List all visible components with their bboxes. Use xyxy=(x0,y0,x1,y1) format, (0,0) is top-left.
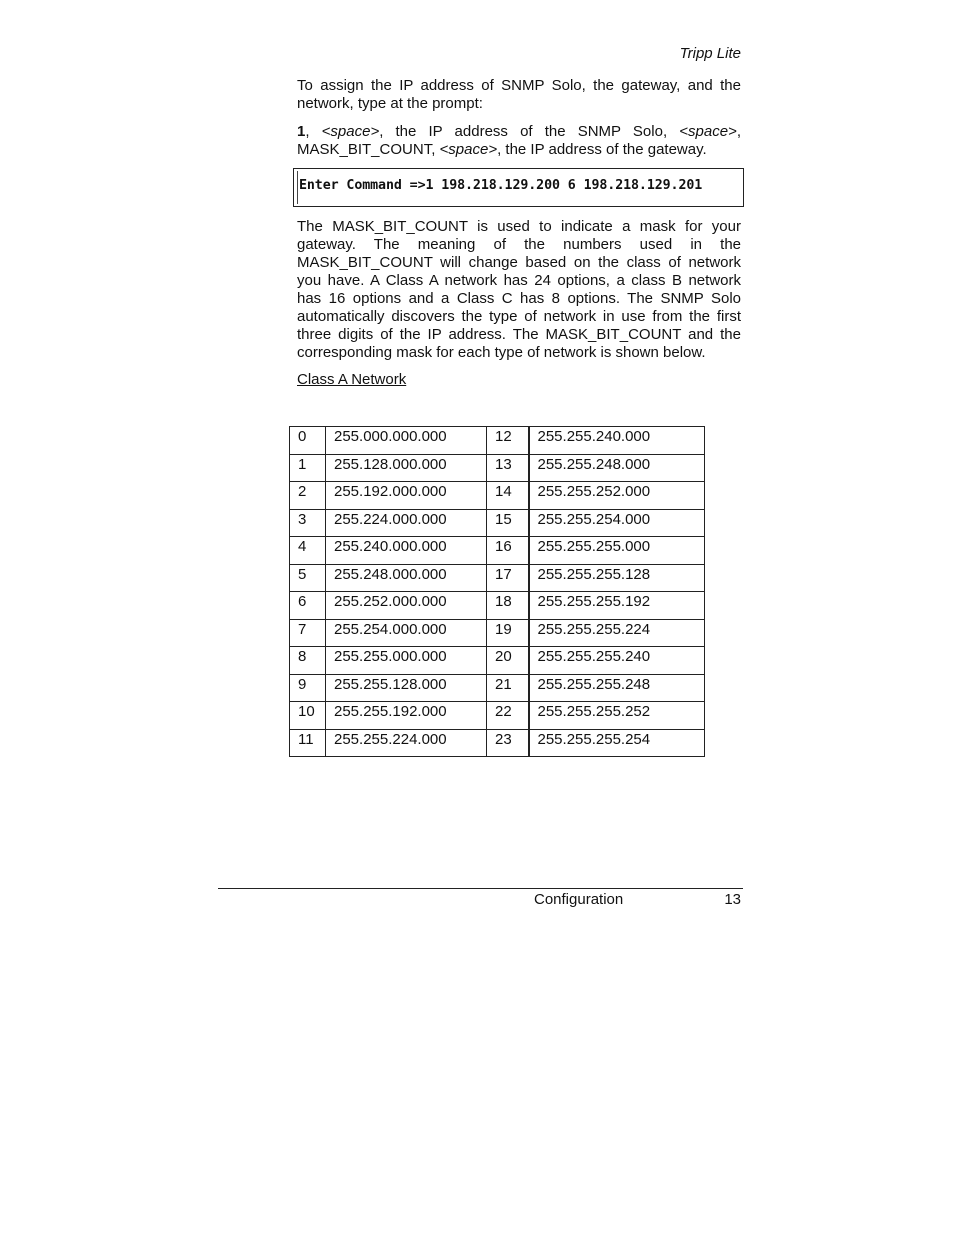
subnet-mask-cell: 255.255.240.000 xyxy=(529,427,705,455)
subnet-mask-cell: 255.255.255.192 xyxy=(529,592,705,620)
subnet-mask-cell: 255.255.255.248 xyxy=(529,674,705,702)
table-row xyxy=(290,702,705,730)
mask-bit-count-cell: 19 xyxy=(487,619,529,647)
mask-bit-count-cell: 10 xyxy=(290,702,326,730)
table-row xyxy=(290,482,705,510)
mask-bit-count-cell: 3 xyxy=(290,509,326,537)
subnet-mask-cell: 255.255.255.252 xyxy=(529,702,705,730)
syntax-command-number: 1 xyxy=(297,123,306,140)
subnet-mask-cell: 255.000.000.000 xyxy=(326,427,487,455)
mask-bit-count-cell: 17 xyxy=(487,564,529,592)
mask-bit-count-cell: 18 xyxy=(487,592,529,620)
subnet-mask-cell: 255.254.000.000 xyxy=(326,619,487,647)
mask-bit-count-cell: 13 xyxy=(487,454,529,482)
syntax-paragraph xyxy=(297,123,741,159)
table-row xyxy=(290,427,705,455)
subnet-mask-cell: 255.255.255.240 xyxy=(529,647,705,675)
table-row xyxy=(290,647,705,675)
subnet-mask-cell: 255.255.000.000 xyxy=(326,647,487,675)
mask-bit-count-cell: 4 xyxy=(290,537,326,565)
table-row xyxy=(290,619,705,647)
mask-bit-count-cell: 21 xyxy=(487,674,529,702)
mask-bit-count-cell: 8 xyxy=(290,647,326,675)
syntax-space-token-1: <space> xyxy=(321,123,380,140)
mask-bit-count-table xyxy=(289,426,705,757)
header-brand: Tripp Lite xyxy=(679,45,741,62)
subnet-mask-cell: 255.128.000.000 xyxy=(326,454,487,482)
subnet-mask-cell: 255.255.252.000 xyxy=(529,482,705,510)
mask-bit-count-cell: 11 xyxy=(290,729,326,757)
subnet-mask-cell: 255.252.000.000 xyxy=(326,592,487,620)
mask-bit-count-cell: 22 xyxy=(487,702,529,730)
section-heading: Class A Network xyxy=(297,371,407,388)
mask-bit-count-cell: 16 xyxy=(487,537,529,565)
subnet-mask-cell: 255.255.192.000 xyxy=(326,702,487,730)
mask-bit-count-cell: 12 xyxy=(487,427,529,455)
subnet-mask-cell: 255.255.248.000 xyxy=(529,454,705,482)
table-row xyxy=(290,454,705,482)
mask-bit-count-cell: 9 xyxy=(290,674,326,702)
mask-bit-count-cell: 5 xyxy=(290,564,326,592)
footer-rule xyxy=(218,888,743,889)
table-row xyxy=(290,592,705,620)
mask-bit-count-cell: 14 xyxy=(487,482,529,510)
mask-table-body xyxy=(290,427,705,757)
subnet-mask-cell: 255.255.255.000 xyxy=(529,537,705,565)
mask-bit-count-cell: 0 xyxy=(290,427,326,455)
mask-bit-count-cell: 7 xyxy=(290,619,326,647)
subnet-mask-cell: 255.248.000.000 xyxy=(326,564,487,592)
intro-paragraph: To assign the IP address of SNMP Solo, the gateway, and the network, type at the prompt: xyxy=(297,77,741,112)
syntax-text-2: , the IP address of the SNMP Solo, xyxy=(379,123,680,140)
subnet-mask-cell: 255.224.000.000 xyxy=(326,509,487,537)
subnet-mask-cell: 255.240.000.000 xyxy=(326,537,487,565)
mask-bit-count-cell: 15 xyxy=(487,509,529,537)
syntax-text-1: , xyxy=(305,123,322,140)
syntax-text-3: , MASK_BIT_COUNT, xyxy=(297,123,741,158)
subnet-mask-cell: 255.255.224.000 xyxy=(326,729,487,757)
mask-bit-count-cell: 23 xyxy=(487,729,529,757)
footer-page-number: 13 xyxy=(724,891,741,908)
table-row xyxy=(290,729,705,757)
command-example-text: Enter Command =>1 198.218.129.200 6 198.218.129.201 xyxy=(299,178,703,193)
table-row xyxy=(290,537,705,565)
syntax-space-token-3: <space> xyxy=(439,141,498,158)
subnet-mask-cell: 255.255.255.224 xyxy=(529,619,705,647)
subnet-mask-cell: 255.255.255.128 xyxy=(529,564,705,592)
subnet-mask-cell: 255.255.254.000 xyxy=(529,509,705,537)
mask-bit-count-cell: 2 xyxy=(290,482,326,510)
mask-bit-count-cell: 1 xyxy=(290,454,326,482)
mask-bit-count-cell: 6 xyxy=(290,592,326,620)
syntax-space-token-2: <space> xyxy=(679,123,737,140)
explanation-paragraph: The MASK_BIT_COUNT is used to indicate a mask for your gateway. The meaning of the numbers used in the MASK_BIT_COUNT will change based on the class of network you have. A Class A network has 24 options, a class B network has 16 options and a Class C has 8 options. The SNMP Solo automatically discovers the type of network in use from the first three digits of the IP address. The MASK_BIT_COUNT and the corresponding mask for each type of network is shown below. xyxy=(297,218,741,361)
footer-section-title: Configuration xyxy=(534,891,624,908)
syntax-text-4: , the IP address of the gateway. xyxy=(497,141,707,158)
subnet-mask-cell: 255.255.255.254 xyxy=(529,729,705,757)
table-row xyxy=(290,564,705,592)
table-row xyxy=(290,674,705,702)
table-row xyxy=(290,509,705,537)
mask-bit-count-cell: 20 xyxy=(487,647,529,675)
command-example-box xyxy=(293,168,744,207)
subnet-mask-cell: 255.255.128.000 xyxy=(326,674,487,702)
subnet-mask-cell: 255.192.000.000 xyxy=(326,482,487,510)
